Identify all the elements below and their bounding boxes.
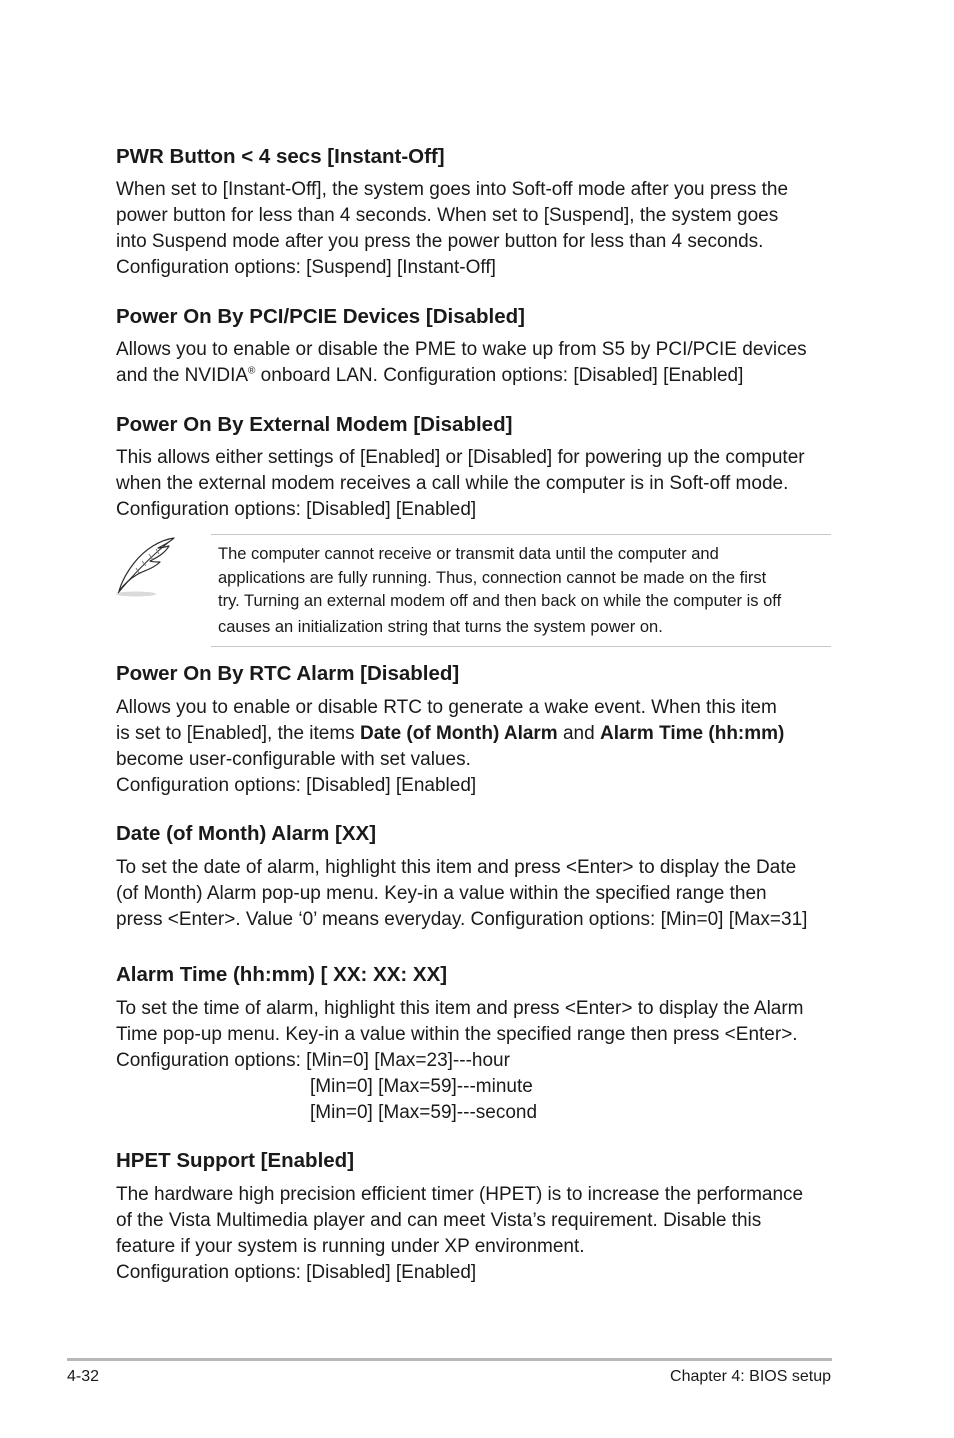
section-heading-external-modem: Power On By External Modem [Disabled] — [116, 413, 513, 436]
section-heading-date-alarm: Date (of Month) Alarm [XX] — [116, 822, 377, 845]
bold-item-name: Alarm Time (hh:mm) — [599, 723, 785, 744]
body-line: When set to [Instant-Off], the system goes into Soft-off mode after you press the — [116, 179, 789, 200]
section-heading-alarm-time: Alarm Time (hh:mm) [ XX: XX: XX] — [116, 963, 448, 986]
body-line — [116, 721, 784, 747]
note-line: try. Turning an external modem off and then back on while the computer is off — [218, 592, 782, 610]
body-line: (of Month) Alarm pop-up menu. Key-in a value within the specified range then — [116, 883, 767, 904]
body-line: Configuration options: [Disabled] [Enabled] — [116, 499, 477, 520]
feather-quill-icon — [112, 535, 178, 601]
section-body-external-modem — [116, 445, 805, 523]
body-text: is set to [Enabled], the items — [116, 723, 360, 744]
body-line: This allows either settings of [Enabled] or [Disabled] for powering up the computer — [116, 447, 805, 468]
body-line: The hardware high precision efficient timer (HPET) is to increase the performance — [116, 1184, 804, 1205]
body-line: Configuration options: [Min=0] [Max=23]---hour — [116, 1050, 510, 1071]
body-text: onboard LAN. Configuration options: [Disabled] [Enabled] — [255, 365, 744, 386]
body-line: [Min=0] [Max=59]---minute — [310, 1076, 533, 1097]
section-body-alarm-time — [116, 996, 804, 1126]
body-line: Configuration options: [Suspend] [Instant-Off] — [116, 257, 496, 278]
body-text: and — [557, 723, 600, 744]
page-number: 4-32 — [67, 1368, 100, 1385]
body-line: Time pop-up menu. Key-in a value within the specified range then press <Enter>. — [116, 1024, 798, 1045]
note-text — [218, 543, 781, 639]
note-top-rule — [211, 534, 831, 535]
body-line: become user-configurable with set values. — [116, 749, 471, 770]
section-heading-pwr-button: PWR Button < 4 secs [Instant-Off] — [116, 145, 445, 168]
section-heading-pci-pcie: Power On By PCI/PCIE Devices [Disabled] — [116, 305, 525, 328]
body-line: press <Enter>. Value ‘0’ means everyday. Configuration options: [Min=0] [Max=31] — [116, 909, 808, 930]
body-line: feature if your system is running under XP environment. — [116, 1236, 585, 1257]
body-line: power button for less than 4 seconds. When set to [Suspend], the system goes — [116, 205, 779, 226]
body-line — [116, 363, 807, 389]
body-line: Allows you to enable or disable RTC to generate a wake event. When this item — [116, 697, 777, 718]
body-line: when the external modem receives a call while the computer is in Soft-off mode. — [116, 473, 789, 494]
section-body-rtc-alarm — [116, 695, 784, 799]
section-heading-hpet: HPET Support [Enabled] — [116, 1149, 355, 1172]
body-line: To set the date of alarm, highlight this item and press <Enter> to display the Date — [116, 857, 797, 878]
chapter-title: Chapter 4: BIOS setup — [670, 1368, 831, 1385]
section-heading-rtc-alarm: Power On By RTC Alarm [Disabled] — [116, 662, 460, 685]
body-text: and the NVIDIA — [116, 365, 249, 386]
body-line: [Min=0] [Max=59]---second — [310, 1102, 538, 1123]
body-line: Configuration options: [Disabled] [Enabled] — [116, 775, 477, 796]
note-line: The computer cannot receive or transmit data until the computer and — [218, 545, 719, 563]
bold-item-name: Date (of Month) Alarm — [359, 723, 558, 744]
note-line: applications are fully running. Thus, connection cannot be made on the first — [218, 568, 767, 587]
body-line: into Suspend mode after you press the power button for less than 4 seconds. — [116, 231, 764, 252]
note-line: causes an initialization string that turns the system power on. — [218, 617, 663, 636]
footer-rule — [67, 1358, 832, 1361]
section-body-pwr-button — [116, 177, 788, 281]
section-body-date-alarm — [116, 855, 807, 933]
body-line: of the Vista Multimedia player and can meet Vista’s requirement. Disable this — [116, 1210, 762, 1231]
body-line: Allows you to enable or disable the PME to wake up from S5 by PCI/PCIE devices — [116, 339, 807, 360]
body-line: Configuration options: [Disabled] [Enabled] — [116, 1262, 477, 1283]
body-line: To set the time of alarm, highlight this item and press <Enter> to display the Alarm — [116, 998, 804, 1019]
note-bottom-rule — [211, 646, 831, 647]
section-body-hpet — [116, 1182, 803, 1286]
section-body-pci-pcie — [116, 337, 807, 389]
registered-mark: ® — [248, 365, 256, 377]
